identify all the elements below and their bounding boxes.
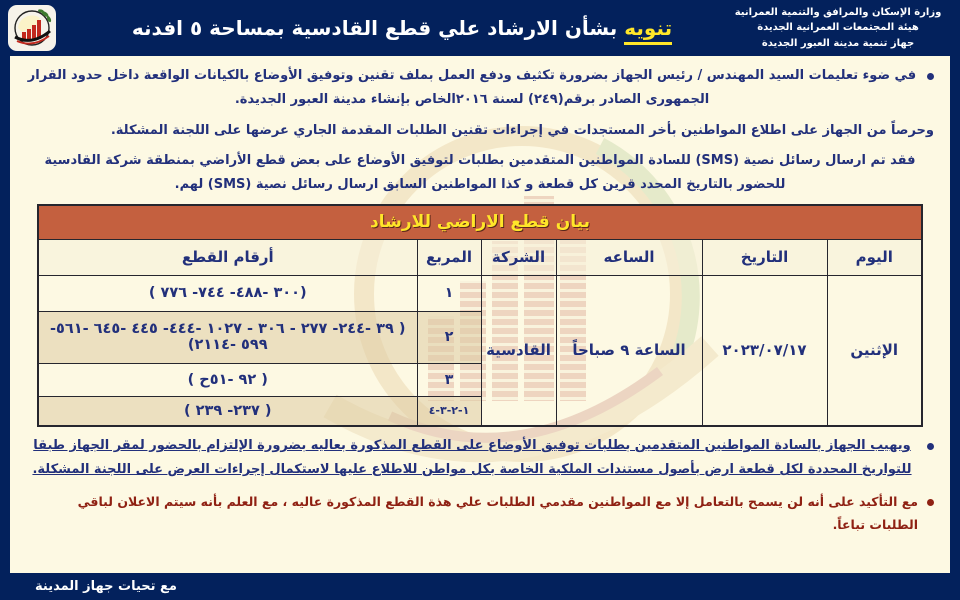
- cell-day: الإثنين: [827, 275, 922, 426]
- cell-square-3: ٣: [417, 363, 481, 396]
- cell-square-4: ١-٢-٣-٤: [417, 396, 481, 426]
- paragraph-1: في ضوء تعليمات السيد المهندس / رئيس الجهاز بضرورة تكثيف ودفع العمل بملف تقنين وتوفيق الأوضاع بالكيانات الواقعة داخل حدود القرار الجمهورى الصادر برقم(٢٤٩) لسنة ٢٠١٦الخاص بإنشاء مدينة العبور الجديدة.: [27, 68, 917, 108]
- paragraph-2: وحرصاً من الجهاز على اطلاع المواطنين بأخر المستجدات في إجراءات تقنين الطلبات المقدمة الجاري عرضها على اللجنة المشكلة.: [110, 123, 934, 139]
- table-banner-row: [38, 205, 922, 239]
- plots-table: [37, 204, 923, 427]
- ministry-line-3: جهاز تنمية مدينة العبور الجديدة: [761, 37, 915, 49]
- col-header-plot-numbers: أرقام القطع: [38, 239, 417, 275]
- table-banner: بيان قطع الاراضي للارشاد: [38, 205, 922, 239]
- page-footer: [0, 573, 960, 600]
- col-header-company: الشركة: [481, 239, 556, 275]
- page-title-highlight: تنويه: [624, 16, 672, 45]
- page-header: [0, 0, 960, 56]
- table-row: [38, 275, 922, 311]
- warning-note-bullet: [20, 490, 940, 536]
- cell-plots-1: (٣٠٠ -٤٨٨- ٧٤٤- ٧٧٦ ): [38, 275, 417, 311]
- cell-time: الساعة ٩ صباحاً: [556, 275, 702, 426]
- city-authority-logo-icon: [8, 5, 56, 51]
- note-2: مع التأكيد على أنه لن يسمح بالتعامل إلا مع المواطنين مقدمي الطلبات علي هذة القطع المذكورة عاليه ، مع العلم بأنه سيتم الاعلان لباقي الطلبات تباعاً.: [77, 494, 918, 533]
- page-title-rest: بشأن الارشاد علي قطع القادسية بمساحة ٥ افدنه: [131, 16, 625, 40]
- note-1: ويهيب الجهاز بالسادة المواطنين المتقدمين بطلبات توفيق الأوضاع على القطع المذكورة بعاليه بضرورة الإلتزام بالحضور لمقر الجهاز طبقا للتواريخ المحددة لكل قطعة ارض بأصول مستندات الملكية الخاصة بكل مواطن للاطلاع عليها لاستكمال إجراءات العرض على اللجنة المشكلة.: [32, 438, 912, 478]
- notice-body: [10, 56, 950, 573]
- cell-plots-3: ( ٩٢ -٥١ح ): [38, 363, 417, 396]
- paragraph-3: فقد تم ارسال رسائل نصية (SMS) للسادة المواطنين المتقدمين بطلبات لتوفيق الأوضاع على بعض قطع الأراضي بمنطقة شركة القادسية للحضور بالتاريخ المحدد قرين كل قطعة و كذا المواطنين السابق ارسال رسائل نصية (SMS) لهم.: [44, 153, 916, 193]
- col-header-time: الساعه: [556, 239, 702, 275]
- bullet-dot-icon: [927, 499, 934, 506]
- cell-date: ٢٠٢٣/٠٧/١٧: [702, 275, 827, 426]
- col-header-date: التاريخ: [702, 239, 827, 275]
- col-header-square: المربع: [417, 239, 481, 275]
- cell-company: القادسية: [481, 275, 556, 426]
- footer-greeting: مع تحيات جهاز المدينة: [35, 579, 177, 594]
- cell-square-2: ٢: [417, 311, 481, 363]
- table-header-row: [38, 239, 922, 275]
- cell-plots-4: ( ٢٣٧- ٢٣٩ ): [38, 396, 417, 426]
- cell-square-1: ١: [417, 275, 481, 311]
- ministry-line-1: وزارة الإسكان والمرافق والتنمية العمرانية: [734, 6, 942, 18]
- ministry-line-2: هيئة المجتمعات العمرانية الجديدة: [757, 22, 919, 34]
- bullet-dot-icon: [927, 443, 934, 450]
- ministry-header-block: [728, 5, 948, 52]
- intro-bullet: [20, 64, 940, 112]
- col-header-day: اليوم: [827, 239, 922, 275]
- cell-plots-2: ( ٣٩ -٢٤٤- ٢٧٧ - ٣٠٦ - ١٠٢٧ -٤٤٤- ٤٤٥ -٦٤٥ -٥٦١- ٥٩٩ -٢١١٤): [38, 311, 417, 363]
- bullet-dot-icon: [927, 73, 934, 80]
- page-title: [56, 16, 728, 40]
- obligation-note-bullet: [20, 434, 940, 482]
